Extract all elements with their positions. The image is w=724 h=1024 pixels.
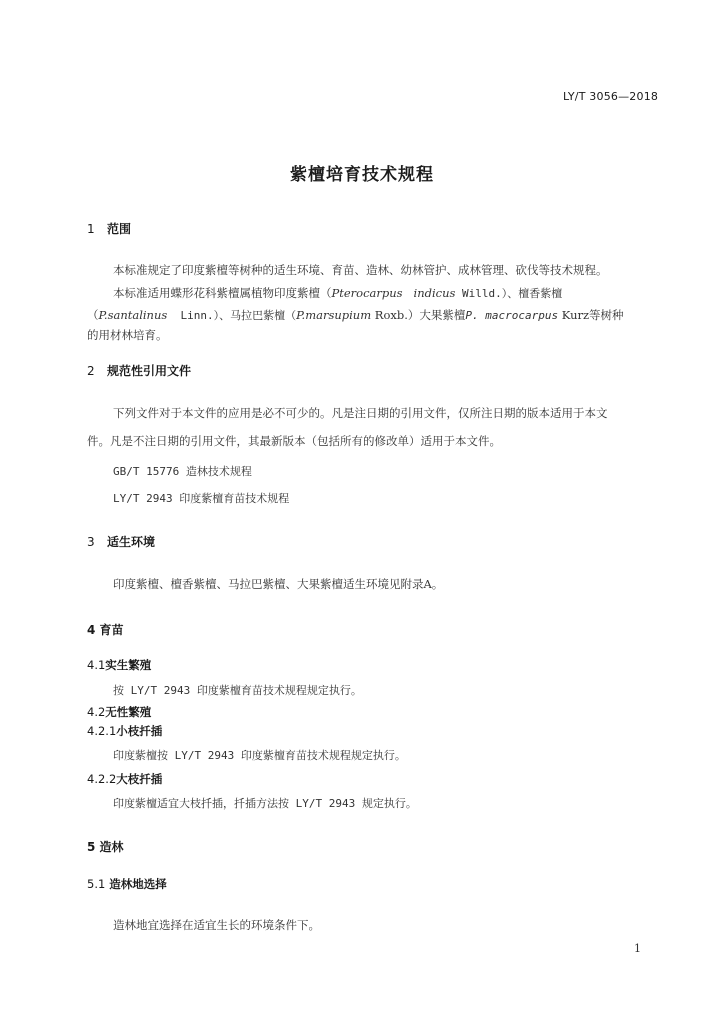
section-2-heading <box>87 362 191 379</box>
reference-item: GB/T 15776 造林技术规程 <box>113 465 252 478</box>
text-run: Linn.）、马拉巴紫檀（ <box>167 309 297 322</box>
paragraph: 造林地宜选择在适宜生长的环境条件下。 <box>113 918 320 932</box>
scientific-name: Pterocarpus indicus <box>331 286 456 300</box>
standard-number: LY/T 3056—2018 <box>563 90 659 103</box>
subsection-title: 大枝扦插 <box>116 772 163 786</box>
section-3-heading <box>87 533 155 550</box>
text-run: （ <box>87 308 99 322</box>
section-number: 1 <box>87 222 95 236</box>
subsection-number: 5.1 <box>87 877 106 891</box>
paragraph: 的用材林培育。 <box>87 328 168 342</box>
subsection-title: 小枝扦插 <box>116 724 163 738</box>
paragraph <box>87 307 624 323</box>
paragraph: 印度紫檀、檀香紫檀、马拉巴紫檀、大果紫檀适生环境见附录A。 <box>113 577 444 591</box>
subsection-title: 无性繁殖 <box>105 705 152 719</box>
subsection-number: 4.1 <box>87 658 106 672</box>
subsection-heading <box>87 657 151 673</box>
scientific-name: P. macrocarpus <box>465 309 559 322</box>
paragraph: 印度紫檀适宜大枝扦插，扦插方法按 LY/T 2943 规定执行。 <box>113 797 417 810</box>
subsection-number: 4.2.1 <box>87 724 117 738</box>
section-5-heading: 5 造林 <box>87 840 124 854</box>
paragraph: 按 LY/T 2943 印度紫檀育苗技术规程规定执行。 <box>113 684 362 697</box>
text-run: Roxb.）大果紫檀 <box>371 308 466 322</box>
scientific-name: P.marsupium <box>296 308 372 322</box>
section-1-heading <box>87 220 131 237</box>
text-run: Willd.）、檀香紫檀 <box>455 287 563 300</box>
subsection-title: 实生繁殖 <box>105 658 152 672</box>
paragraph <box>113 285 562 301</box>
subsection-number: 4.2.2 <box>87 772 117 786</box>
subsection-number: 4.2 <box>87 705 106 719</box>
section-number: 3 <box>87 535 95 549</box>
section-4-heading: 4 育苗 <box>87 623 124 637</box>
subsection-title: 造林地选择 <box>109 877 167 891</box>
paragraph: 件。凡是不注日期的引用文件，其最新版本（包括所有的修改单）适用于本文件。 <box>87 434 501 448</box>
text-run: 本标准适用蝶形花科紫檀属植物印度紫檀（ <box>113 286 332 300</box>
text-run: Kurz等树种 <box>558 308 624 322</box>
page-number: 1 <box>634 942 641 955</box>
subsection-heading <box>87 771 162 787</box>
page-title: 紫檀培育技术规程 <box>290 165 434 185</box>
scientific-name: P.santalinus <box>98 308 168 322</box>
subsection-heading <box>87 876 167 892</box>
reference-item: LY/T 2943 印度紫檀育苗技术规程 <box>113 492 290 505</box>
section-title: 适生环境 <box>107 535 156 549</box>
subsection-heading <box>87 704 151 720</box>
paragraph: 本标准规定了印度紫檀等树种的适生环境、育苗、造林、幼林管护、成林管理、砍伐等技术规程。 <box>113 263 608 277</box>
paragraph: 印度紫檀按 LY/T 2943 印度紫檀育苗技术规程规定执行。 <box>113 749 406 762</box>
section-title: 规范性引用文件 <box>107 364 192 378</box>
section-number: 2 <box>87 364 95 378</box>
section-title: 范围 <box>107 222 132 236</box>
paragraph: 下列文件对于本文件的应用是必不可少的。凡是注日期的引用文件，仅所注日期的版本适用于本文 <box>113 406 608 420</box>
subsection-heading <box>87 723 162 739</box>
